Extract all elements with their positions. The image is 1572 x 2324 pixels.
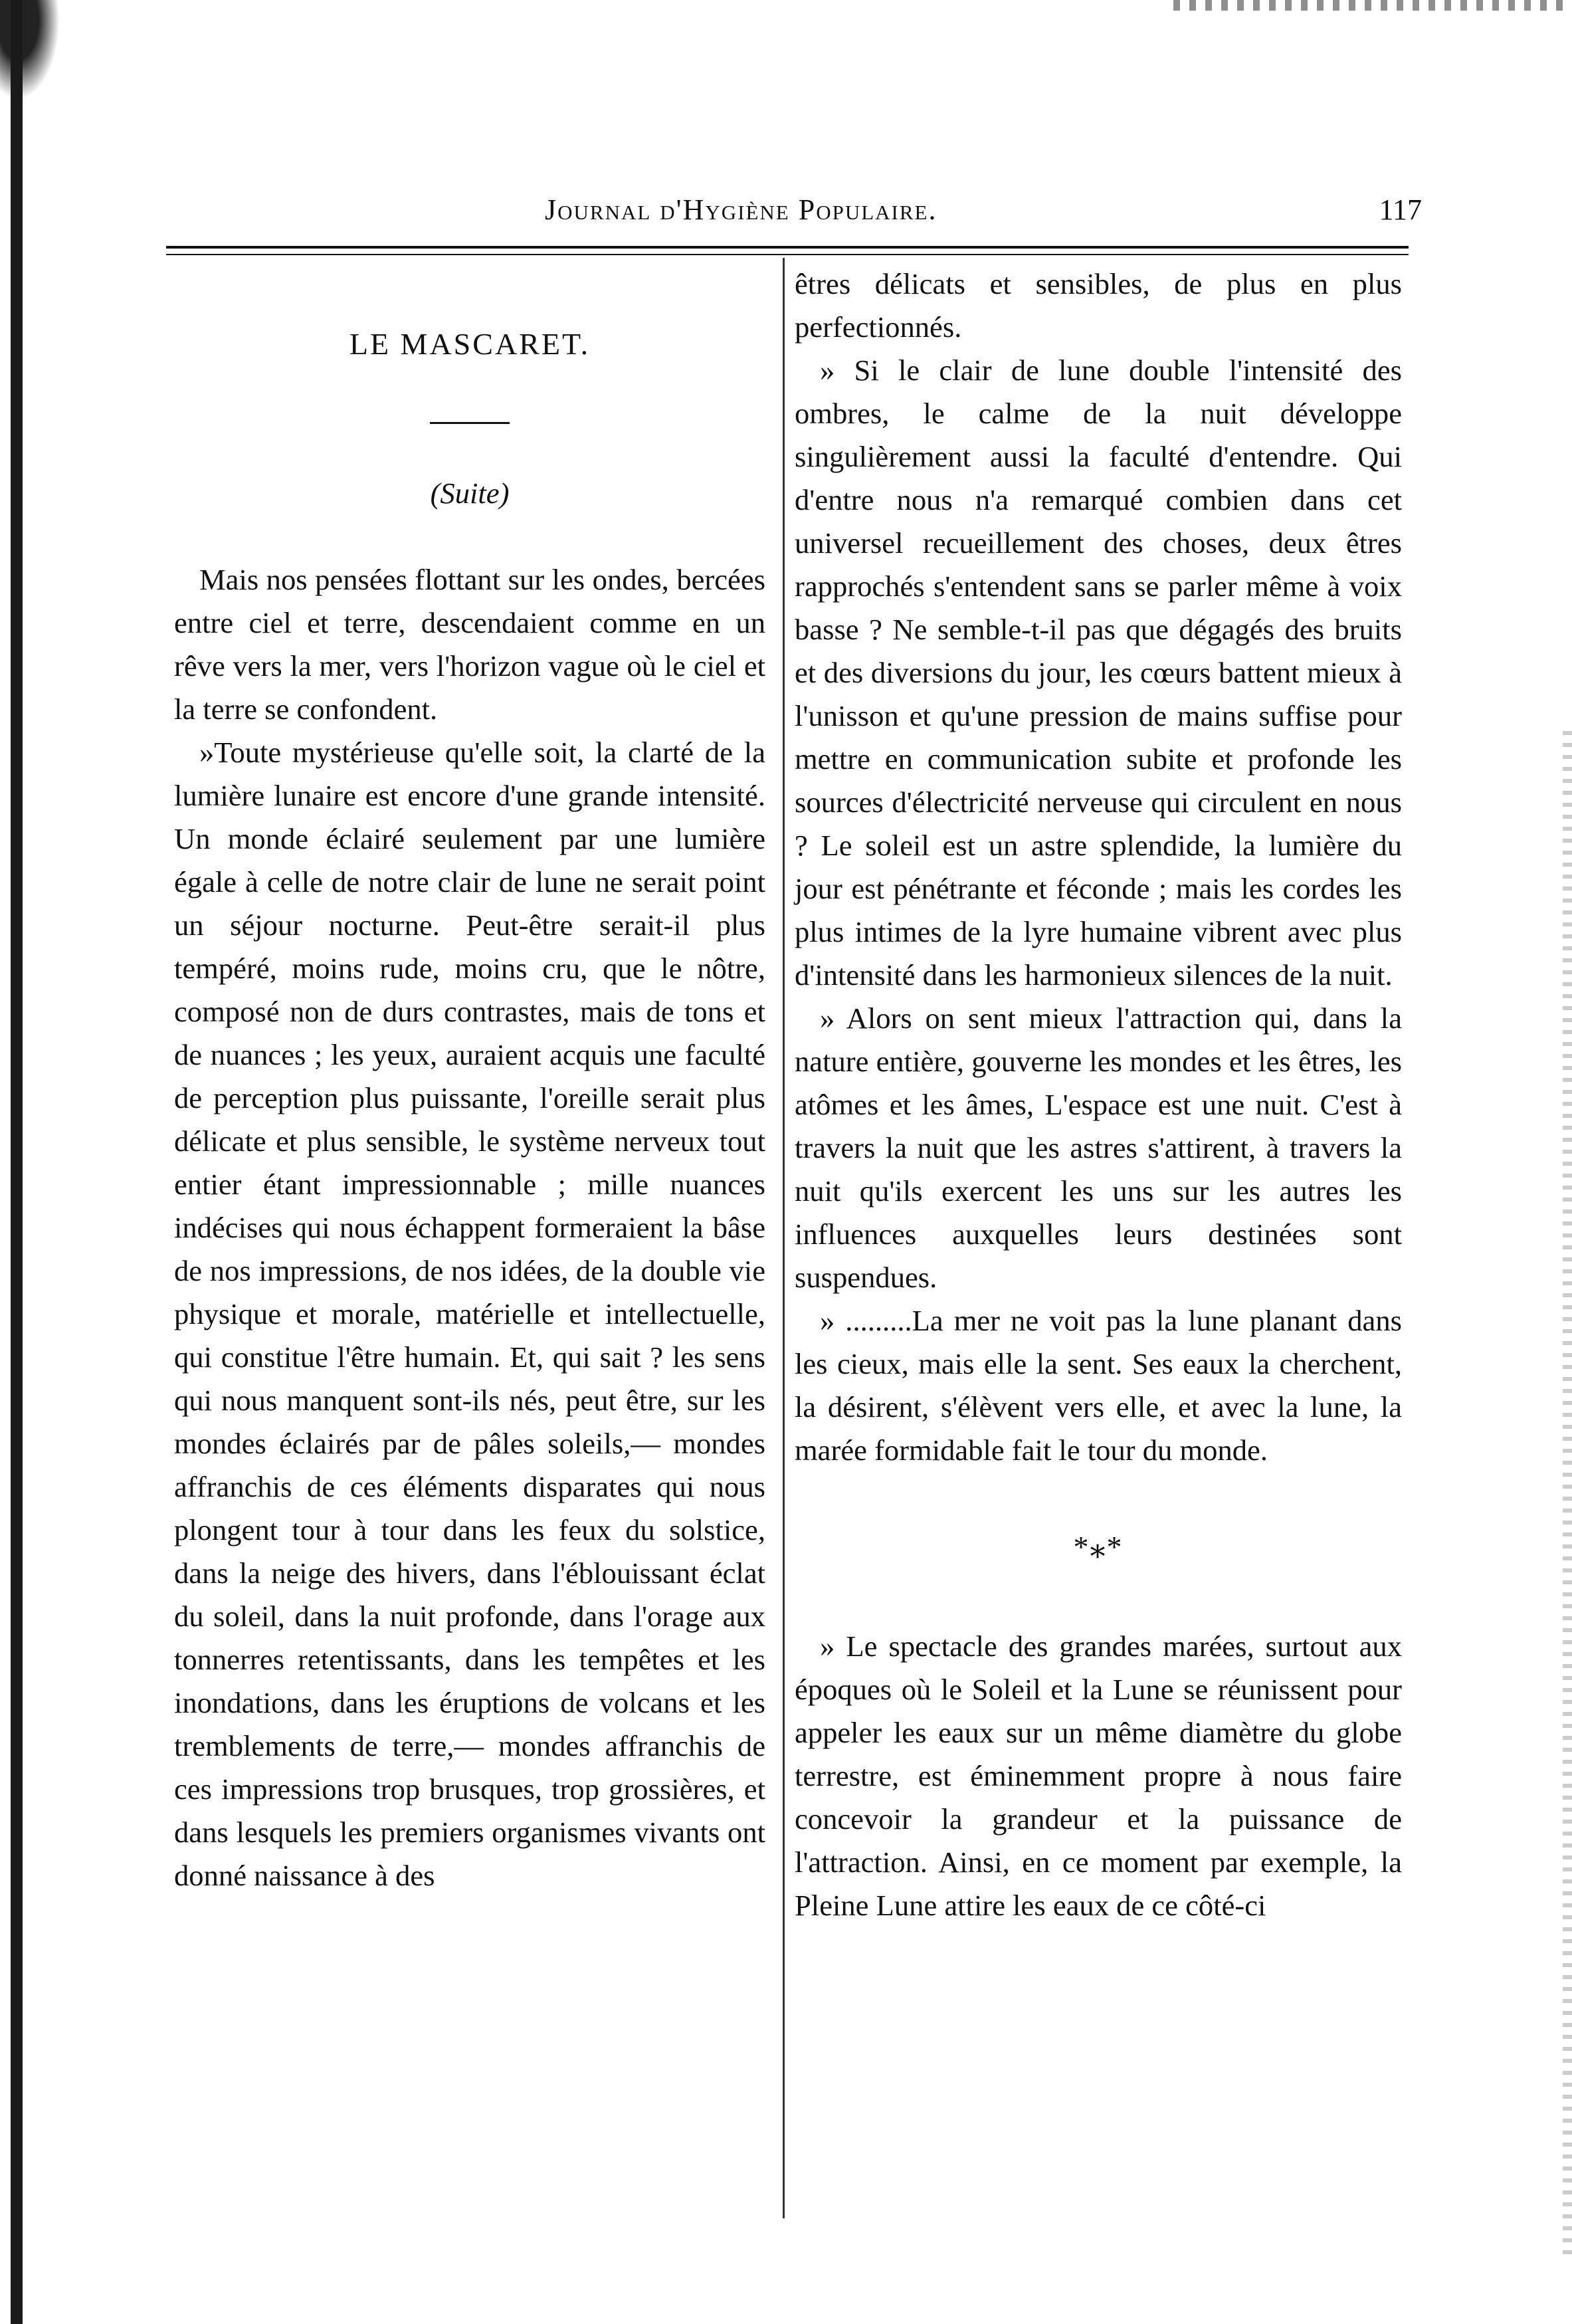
paragraph: » Alors on sent mieux l'attraction qui, dans la nature entière, gouverne les mondes et les êtres, les atômes et les âmes, L'espace est une nuit. C'est à travers la nuit que les astres s'attirent, à travers la nuit qu'ils exercent les uns sur les autres les influences auxquelles leurs destinées sont suspendues. (795, 1002, 1402, 1294)
paragraph: Mais nos pensées flottant sur les ondes, bercées entre ciel et terre, descendaient comme en un rêve vers la mer, vers l'horizon vague où le ciel et la terre se confondent. (174, 563, 765, 726)
scan-left-edge (11, 0, 23, 2324)
page-header (545, 193, 1422, 233)
asterism-separator: *⁎* (1073, 1530, 1124, 1564)
paragraph: » Si le clair de lune double l'intensité des ombres, le calme de la nuit développe singulièrement aussi la faculté d'entendre. Qui d'entre nous n'a remarqué combien dans cet universel recueillement des choses, deux êtres rapprochés s'entendent sans se parler même à voix basse ? Ne semble-t-il pas que dégagés des bruits et des diversions du jour, les cœurs battent mieux à l'unisson et qu'une pression de mains suffise pour mettre en communication subite et profonde les sources d'électricité nerveuse qui circulent en nous ? Le soleil est un astre splendide, la lumière du jour est pénétrante et féconde ; mais les cordes les plus intimes de la lyre humaine vibrent avec plus d'intensité dans les harmonieux silences de la nuit. (795, 354, 1402, 992)
right-column (795, 263, 1402, 1927)
header-rule-thick (166, 246, 1409, 249)
paragraph: » Le spectacle des grandes marées, surtout aux époques où le Soleil et la Lune se réunissent pour appeler les eaux sur un même diamètre du globe terrestre, est éminemment propre à nous faire concevoir la grandeur et la puissance de l'attraction. Ainsi, en ce moment par exemple, la Pleine Lune attire les eaux de ce côté-ci (795, 1630, 1402, 1922)
page-number: 117 (1379, 193, 1422, 226)
article-title: LE MASCARET. (349, 327, 591, 361)
scan-right-edge (1563, 731, 1572, 2260)
article-subtitle: (Suite) (430, 476, 510, 510)
header-rule-thin (166, 254, 1409, 255)
column-divider (783, 258, 785, 2218)
title-rule (430, 422, 510, 424)
running-head: Journal d'Hygiène Populaire. (545, 193, 937, 226)
paragraph-continued: êtres délicats et sensibles, de plus en plus perfectionnés. (795, 267, 1402, 344)
scan-top-speckle (1173, 0, 1572, 11)
paragraph: »Toute mystérieuse qu'elle soit, la clarté de la lumière lunaire est encore d'une grande intensité. Un monde éclairé seulement par une lumière égale à celle de notre clair de lune ne serait point un séjour nocturne. Peut-être serait-il plus tempéré, moins rude, moins cru, que le nôtre, composé non de durs contrastes, mais de tons et de nuances ; les yeux, auraient acquis une faculté de perception plus puissante, l'oreille serait plus délicate et plus sensible, le système nerveux tout entier étant impressionnable ; mille nuances indécises qui nous échappent formeraient la bâse de nos impressions, de nos idées, de la double vie physique et morale, matérielle et intellectuelle, qui constitue l'être humain. Et, qui sait ? les sens qui nous manquent sont-ils nés, peut être, sur les mondes éclairés par de pâles soleils,— mondes affranchis de ces éléments disparates qui nous plongent tour à tour dans les feux du solstice, dans la neige des hivers, dans l'éblouissant éclat du soleil, dans la nuit profonde, dans l'orage aux tonnerres retentissants, dans les tempêtes et les inondations, dans les éruptions de volcans et les tremblements de terre,— mondes affranchis de ces impressions trop brusques, trop grossières, et dans lesquels les premiers organismes vivants ont donné naissance à des (174, 736, 765, 1892)
left-column (174, 263, 765, 1897)
scan-binding-shadow (0, 0, 60, 100)
paragraph: » .........La mer ne voit pas la lune planant dans les cieux, mais elle la sent. Ses eaux la cherchent, la désirent, s'élèvent vers elle, et avec la lune, la marée formidable fait le tour du monde. (795, 1304, 1402, 1467)
